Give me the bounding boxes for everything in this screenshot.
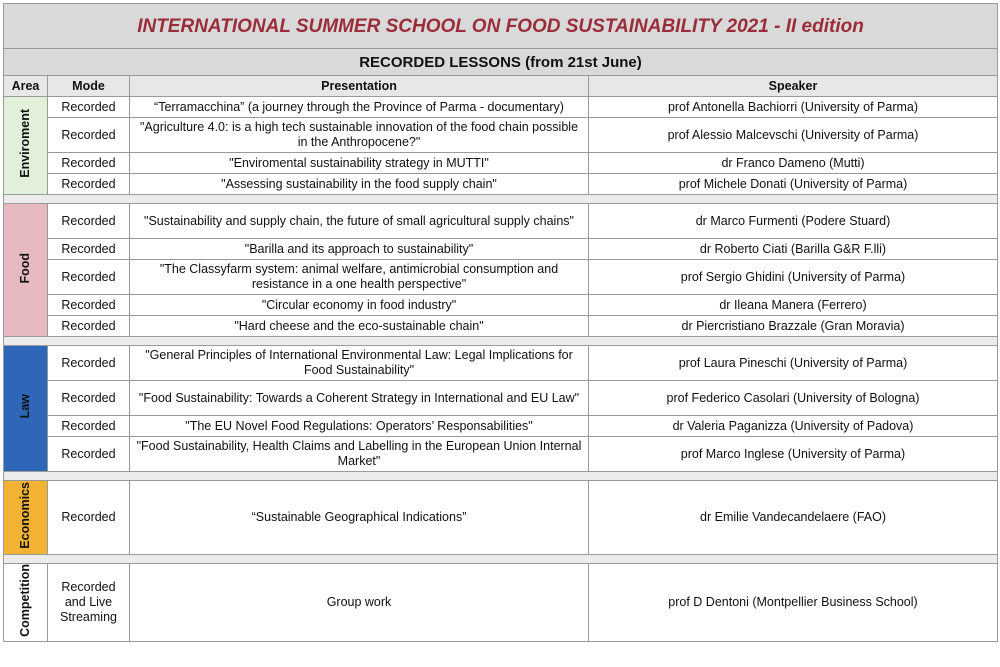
presentation-cell: "Food Sustainability, Health Claims and Labelling in the European Union Internal Market" bbox=[130, 437, 589, 472]
presentation-cell: "Agriculture 4.0: is a high tech sustainable innovation of the food chain possible in the Anthropocene?" bbox=[130, 118, 589, 153]
section-subtitle: RECORDED LESSONS (from 21st June) bbox=[4, 49, 998, 76]
group-separator bbox=[4, 337, 998, 346]
mode-cell: Recorded bbox=[48, 260, 130, 295]
group-separator bbox=[4, 555, 998, 564]
speaker-cell: dr Piercristiano Brazzale (Gran Moravia) bbox=[589, 316, 998, 337]
table-row bbox=[4, 346, 998, 381]
table-row bbox=[4, 295, 998, 316]
table-row bbox=[4, 239, 998, 260]
speaker-cell: dr Valeria Paganizza (University of Padova) bbox=[589, 416, 998, 437]
mode-cell: Recorded bbox=[48, 204, 130, 239]
mode-cell: Recorded bbox=[48, 437, 130, 472]
lessons-table bbox=[3, 3, 998, 642]
presentation-cell: "Circular economy in food industry" bbox=[130, 295, 589, 316]
presentation-cell: "Assessing sustainability in the food supply chain" bbox=[130, 174, 589, 195]
area-label: Law bbox=[18, 394, 32, 419]
presentation-cell: "Hard cheese and the eco-sustainable chain" bbox=[130, 316, 589, 337]
table-row bbox=[4, 153, 998, 174]
presentation-cell: "Sustainability and supply chain, the future of small agricultural supply chains" bbox=[130, 204, 589, 239]
table-row bbox=[4, 118, 998, 153]
mode-cell: Recorded bbox=[48, 381, 130, 416]
table-row bbox=[4, 260, 998, 295]
mode-cell: Recorded bbox=[48, 481, 130, 555]
area-enviroment bbox=[4, 97, 48, 195]
speaker-cell: prof Sergio Ghidini (University of Parma) bbox=[589, 260, 998, 295]
mode-cell: Recorded bbox=[48, 239, 130, 260]
speaker-cell: dr Franco Dameno (Mutti) bbox=[589, 153, 998, 174]
group-separator bbox=[4, 472, 998, 481]
presentation-cell: “Sustainable Geographical Indications” bbox=[130, 481, 589, 555]
area-competition bbox=[4, 564, 48, 642]
area-label: Economics bbox=[18, 482, 32, 549]
speaker-cell: prof Marco Inglese (University of Parma) bbox=[589, 437, 998, 472]
speaker-cell: dr Emilie Vandecandelaere (FAO) bbox=[589, 481, 998, 555]
table-row bbox=[4, 174, 998, 195]
mode-cell: Recorded bbox=[48, 295, 130, 316]
presentation-cell: “Terramacchina” (a journey through the Province of Parma - documentary) bbox=[130, 97, 589, 118]
mode-cell: Recorded bbox=[48, 346, 130, 381]
column-header-area: Area bbox=[4, 76, 48, 97]
area-label: Competition bbox=[18, 564, 32, 637]
speaker-cell: prof Laura Pineschi (University of Parma) bbox=[589, 346, 998, 381]
speaker-cell: prof Alessio Malcevschi (University of Parma) bbox=[589, 118, 998, 153]
mode-cell: Recorded bbox=[48, 174, 130, 195]
table-row bbox=[4, 381, 998, 416]
group-separator bbox=[4, 195, 998, 204]
speaker-cell: prof Antonella Bachiorri (University of Parma) bbox=[589, 97, 998, 118]
presentation-cell: "Food Sustainability: Towards a Coherent Strategy in International and EU Law" bbox=[130, 381, 589, 416]
mode-cell: Recorded bbox=[48, 316, 130, 337]
presentation-cell: "Enviromental sustainability strategy in MUTTI" bbox=[130, 153, 589, 174]
area-label: Food bbox=[18, 252, 32, 284]
presentation-cell: "General Principles of International Environmental Law: Legal Implications for Food Sustainability" bbox=[130, 346, 589, 381]
mode-cell: Recorded bbox=[48, 416, 130, 437]
table-row bbox=[4, 316, 998, 337]
table-row bbox=[4, 437, 998, 472]
mode-cell: Recorded bbox=[48, 97, 130, 118]
presentation-cell: Group work bbox=[130, 564, 589, 642]
speaker-cell: prof Michele Donati (University of Parma) bbox=[589, 174, 998, 195]
area-law bbox=[4, 346, 48, 472]
mode-cell: Recorded bbox=[48, 153, 130, 174]
presentation-cell: "The Classyfarm system: animal welfare, antimicrobial consumption and resistance in a one health perspective" bbox=[130, 260, 589, 295]
area-economics bbox=[4, 481, 48, 555]
speaker-cell: dr Ileana Manera (Ferrero) bbox=[589, 295, 998, 316]
page-title: INTERNATIONAL SUMMER SCHOOL ON FOOD SUSTAINABILITY 2021 - II edition bbox=[4, 4, 998, 49]
area-label: Enviroment bbox=[18, 109, 32, 178]
speaker-cell: prof D Dentoni (Montpellier Business School) bbox=[589, 564, 998, 642]
table-row bbox=[4, 97, 998, 118]
column-header-presentation: Presentation bbox=[130, 76, 589, 97]
mode-cell: Recorded and Live Streaming bbox=[48, 564, 130, 642]
table-header-row bbox=[4, 76, 998, 97]
table-row bbox=[4, 416, 998, 437]
table-row bbox=[4, 204, 998, 239]
speaker-cell: dr Marco Furmenti (Podere Stuard) bbox=[589, 204, 998, 239]
presentation-cell: "The EU Novel Food Regulations: Operators’ Responsabilities" bbox=[130, 416, 589, 437]
column-header-speaker: Speaker bbox=[589, 76, 998, 97]
mode-cell: Recorded bbox=[48, 118, 130, 153]
speaker-cell: prof Federico Casolari (University of Bologna) bbox=[589, 381, 998, 416]
column-header-mode: Mode bbox=[48, 76, 130, 97]
speaker-cell: dr Roberto Ciati (Barilla G&R F.lli) bbox=[589, 239, 998, 260]
table-row bbox=[4, 481, 998, 555]
presentation-cell: "Barilla and its approach to sustainability" bbox=[130, 239, 589, 260]
area-food bbox=[4, 204, 48, 337]
table-row bbox=[4, 564, 998, 642]
